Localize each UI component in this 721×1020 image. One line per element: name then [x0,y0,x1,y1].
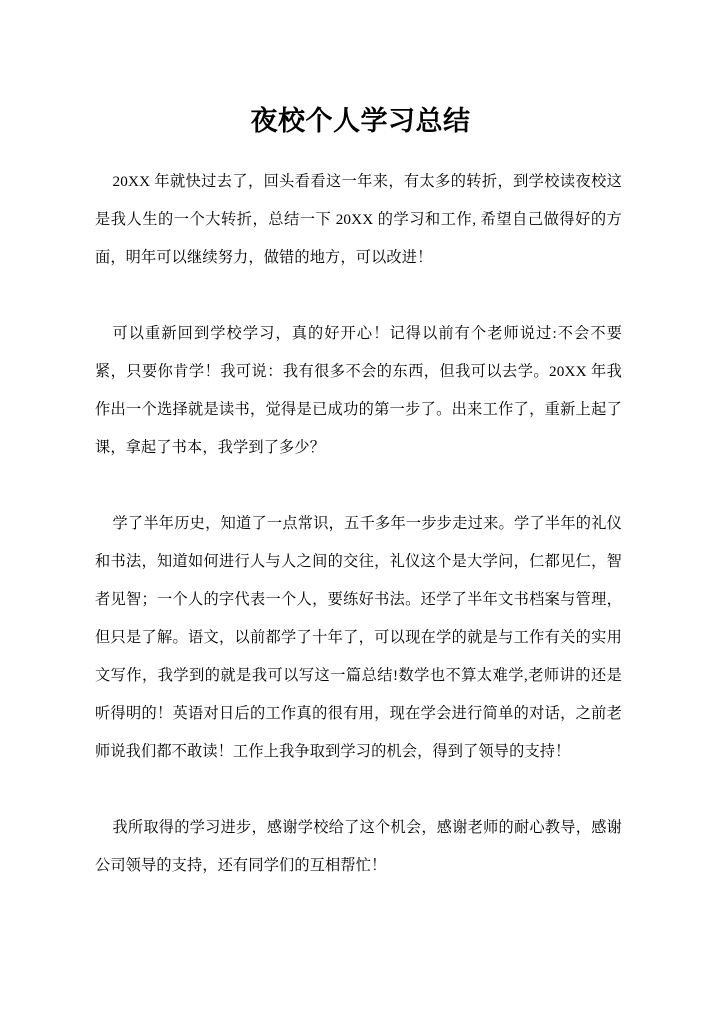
paragraph-4: 我所取得的学习进步，感谢学校给了这个机会，感谢老师的耐心教导，感谢公司领导的支持，还有同学们的互相帮忙！ [95,819,622,874]
paragraph-3: 学了半年历史，知道了一点常识，五千多年一步步走过来。学了半年的礼仪和书法，知道如何进行人与人之间的交往，礼仪这个是大学问，仁都见仁，智者见智；一个人的字代表一个人，要练好书法。还学了半年文书档案与管理，但只是了解。语文，以前都学了十年了，可以现在学的就是与工作有关的实用文写作，我学到的就是我可以写这一篇总结!数学也不算太难学,老师讲的还是听得明的！英语对日后的工作真的很有用，现在学会进行简单的对话，之前老师说我们都不敢读！工作上我争取到学习的机会，得到了领导的支持！ [95,515,622,760]
paragraph-2: 可以重新回到学校学习，真的好开心！记得以前有个老师说过:不会不要紧，只要你肯学！我可说：我有很多不会的东西，但我可以去学。20XX 年我作出一个选择就是读书，觉得是已成功的第一步了。出来工作了，重新上起了课，拿起了书本，我学到了多少？ [95,325,622,456]
paragraph-1: 20XX 年就快过去了，回头看看这一年来，有太多的转折，到学校读夜校这是我人生的一个大转折，总结一下 20XX 的学习和工作, 希望自己做得好的方面，明年可以继续努力，做错的地方，可以改进！ [95,173,622,266]
document-body [95,163,622,885]
page-title: 夜校个人学习总结 [250,106,471,137]
